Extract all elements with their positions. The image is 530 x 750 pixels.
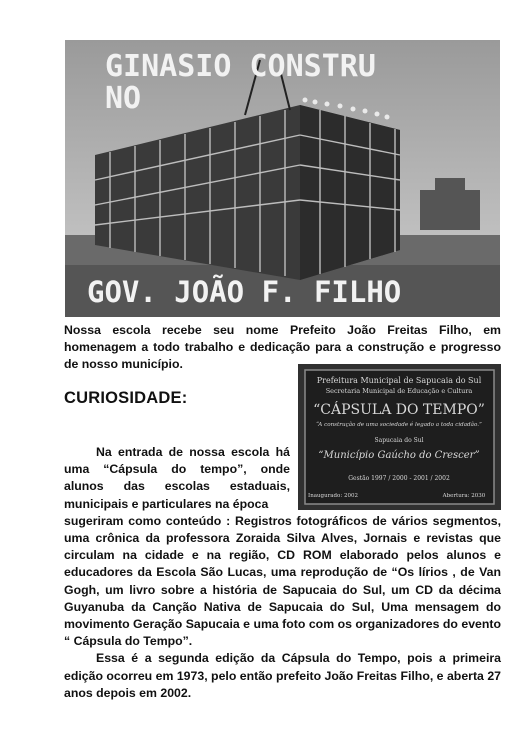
plaque-left-sig: Inaugurado: 2002: [308, 493, 358, 499]
construction-photo-art: [65, 40, 500, 317]
paragraph-2: Essa é a segunda edição da Cápsula do Tempo, pois a primeira edição ocorreu em 1973, pelo então prefeito João Freitas Filho, e aberta 27 anos depois em 2002.: [64, 651, 501, 700]
plaque-title: “CÁPSULA DO TEMPO”: [313, 402, 485, 418]
body-text: [64, 444, 501, 702]
plaque-right-sig: Abertura: 2030: [442, 493, 486, 499]
section-heading: CURIOSIDADE:: [64, 389, 188, 407]
plaque-name: “Município Gaúcho do Crescer”: [318, 450, 480, 461]
plaque-subtitle: “A construção de uma sociedade é legado a toda cidadão.”: [316, 422, 482, 428]
paragraph-1-rest: sugeriram como conteúdo : Registros fotográficos de vários segmentos, uma crônica da professora Zoraida Silva Alves, Jornais e revistas que circulam na cidade e na região, CD ROM elaborado pelos alunos e educadores da Escola São Lucas, uma reprodução de “Os lírios , de Van Gogh, um livro sobre a história de Sapucaia do Sul, um CD da décima Guyanuba da Canção Nativa de Sapucaia do Sul, Uma mensagem do movimento Geração Sapucaia e uma foto com os organizadores do evento “ Cápsula do Tempo”.: [64, 513, 501, 649]
plaque-dates: Gestão 1997 / 2000 - 2001 / 2002: [348, 475, 450, 482]
plaque-line2: Secretaria Municipal de Educação e Cultura: [325, 387, 473, 395]
construction-photo: [65, 40, 500, 317]
plaque-line1: Prefeitura Municipal de Sapucaia do Sul: [316, 376, 482, 385]
photo-title-line1: GINASIO CONSTRU: [105, 49, 376, 84]
paragraph-1-start: Na entrada de nossa escola há uma “Cápsula do tempo”, onde alunos das escolas estaduais, municipais e particulares na época: [64, 445, 290, 511]
photo-title-line2: NO: [105, 81, 142, 116]
photo-bottom-text: GOV. JOÃO F. FILHO: [87, 275, 402, 309]
plaque-label: Sapucaia do Sul: [374, 437, 424, 444]
intro-paragraph: Nossa escola recebe seu nome Prefeito João Freitas Filho, em homenagem a todo trabalho e dedicação para a construção e progresso de nosso município.: [64, 323, 501, 371]
